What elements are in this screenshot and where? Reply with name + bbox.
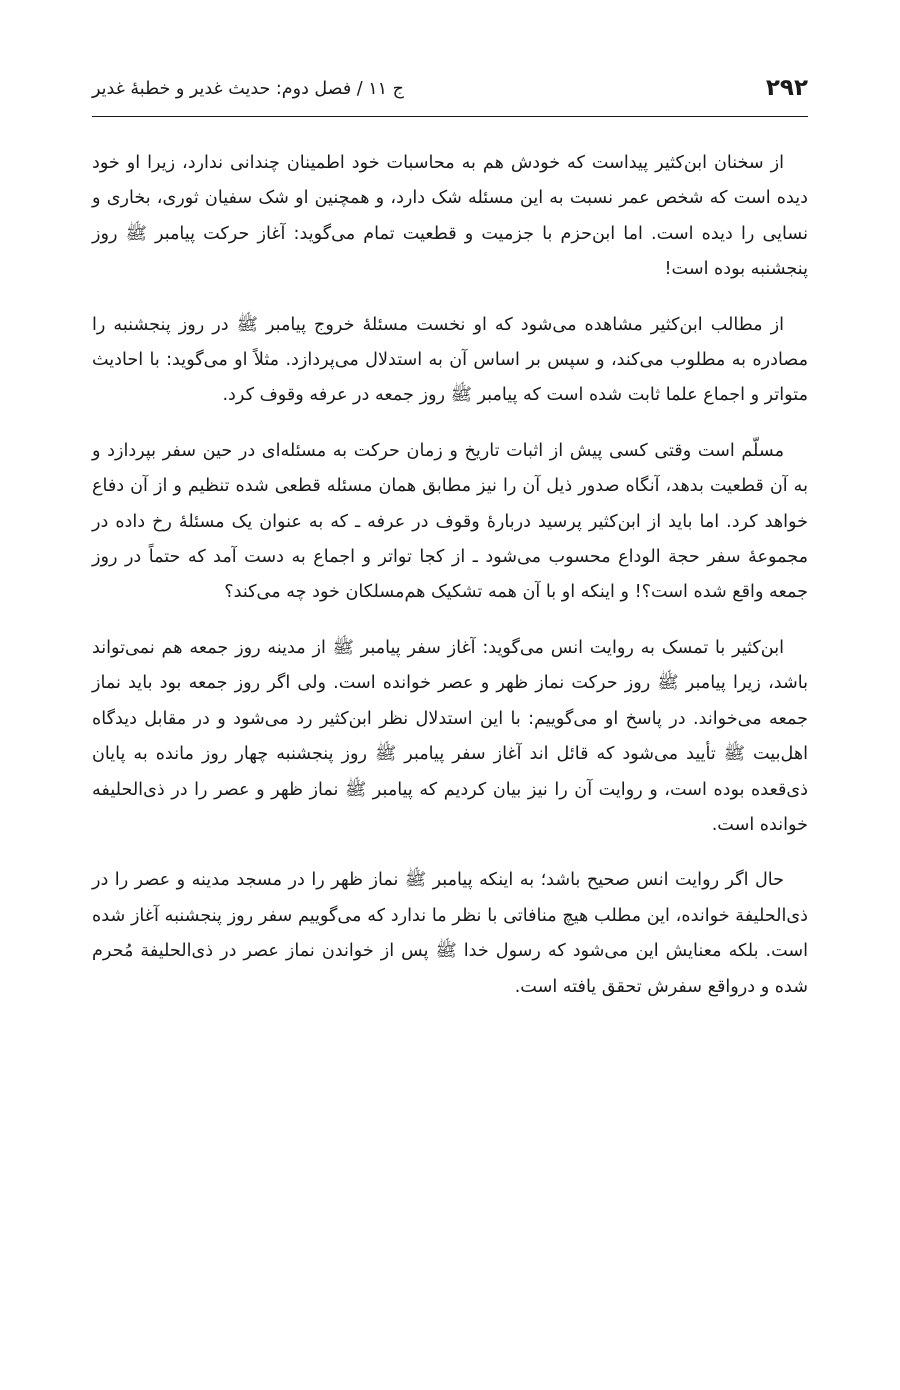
paragraph-2: از مطالب ابن‌کثیر مشاهده می‌شود که او نخست مسئلهٔ خروج پیامبر ﷺ در روز پنجشنبه را مصادره به مطلوب می‌کند، و سپس بر اساس آن به استدلال می‌پردازد. مثلاً او می‌گوید: با احادیث متواتر و اجماع علما ثابت شده است که پیامبر ﷺ روز جمعه در عرفه وقوف کرد.	[92, 314, 808, 406]
paragraph-1: از سخنان ابن‌کثیر پیداست که خودش هم به محاسبات خود اطمینان چندانی ندارد، زیرا او خود دیده است که شخص عمر نسبت به این مسئله شک دارد، و همچنین او شک سفیان ثوری، بخاری و نسایی را دیده است. اما ابن‌حزم با جزمیت و قطعیت تمام می‌گوید: آغاز حرکت پیامبر ﷺ روز پنجشنبه بوده است!	[92, 153, 808, 280]
page-number: ۲۹۲	[765, 75, 808, 101]
paragraph-4: ابن‌کثیر با تمسک به روایت انس می‌گوید: آغاز سفر پیامبر ﷺ از مدینه روز جمعه هم نمی‌تواند باشد، زیرا پیامبر ﷺ روز حرکت نماز ظهر و عصر خوانده است. ولی اگر روز جمعه بود باید نماز جمعه می‌خواند. در پاسخ او می‌گوییم: با این استدلال نظر ابن‌کثیر رد می‌شود و در مقابل دیدگاه اهل‌بیت ﷺ تأیید می‌شود که قائل اند آغاز سفر پیامبر ﷺ روز پنجشنبه چهار روز مانده به پایان ذی‌قعده بوده است، و روایت آن را نیز بیان کردیم که پیامبر ﷺ نماز ظهر و عصر را در ذی‌الحلیفه خوانده است.	[92, 637, 808, 835]
running-title: ج ۱۱ / فصل دوم: حدیث غدیر و خطبهٔ غدیر	[92, 79, 404, 99]
book-page	[92, 0, 808, 1390]
body-text	[92, 146, 808, 1025]
page-header	[92, 72, 808, 117]
paragraph-5: حال اگر روایت انس صحیح باشد؛ به اینکه پیامبر ﷺ نماز ظهر را در مسجد مدینه و عصر را در ذی‌الحلیفة خوانده، این مطلب هیچ منافاتی با نظر ما ندارد که می‌گوییم سفر روز پنجشنبه آغاز شده است. بلکه معنایش این می‌شود که رسول خدا ﷺ پس از خواندن نماز عصر در ذی‌الحلیفة مُحرم شده و درواقع سفرش تحقق یافته است.	[92, 870, 808, 997]
paragraph-3: مسلّم است وقتی کسی پیش از اثبات تاریخ و زمان حرکت به مسئله‌ای در حین سفر بپردازد و به آن قطعیت بدهد، آنگاه صدور ذیل آن را نیز مطابق همان مسئله قطعی شده تنظیم و از آن دفاع خواهد کرد. اما باید از ابن‌کثیر پرسید دربارهٔ وقوف در عرفه ـ که به عنوان یک مسئلهٔ رخ داده در مجموعهٔ سفر حجة الوداع محسوب می‌شود ـ از کجا تواتر و اجماع به دست آمد که حتماً در روز جمعه واقع شده است؟! و اینکه او با آن همه تشکیک هم‌مسلکان خود چه می‌کند؟	[92, 440, 808, 603]
